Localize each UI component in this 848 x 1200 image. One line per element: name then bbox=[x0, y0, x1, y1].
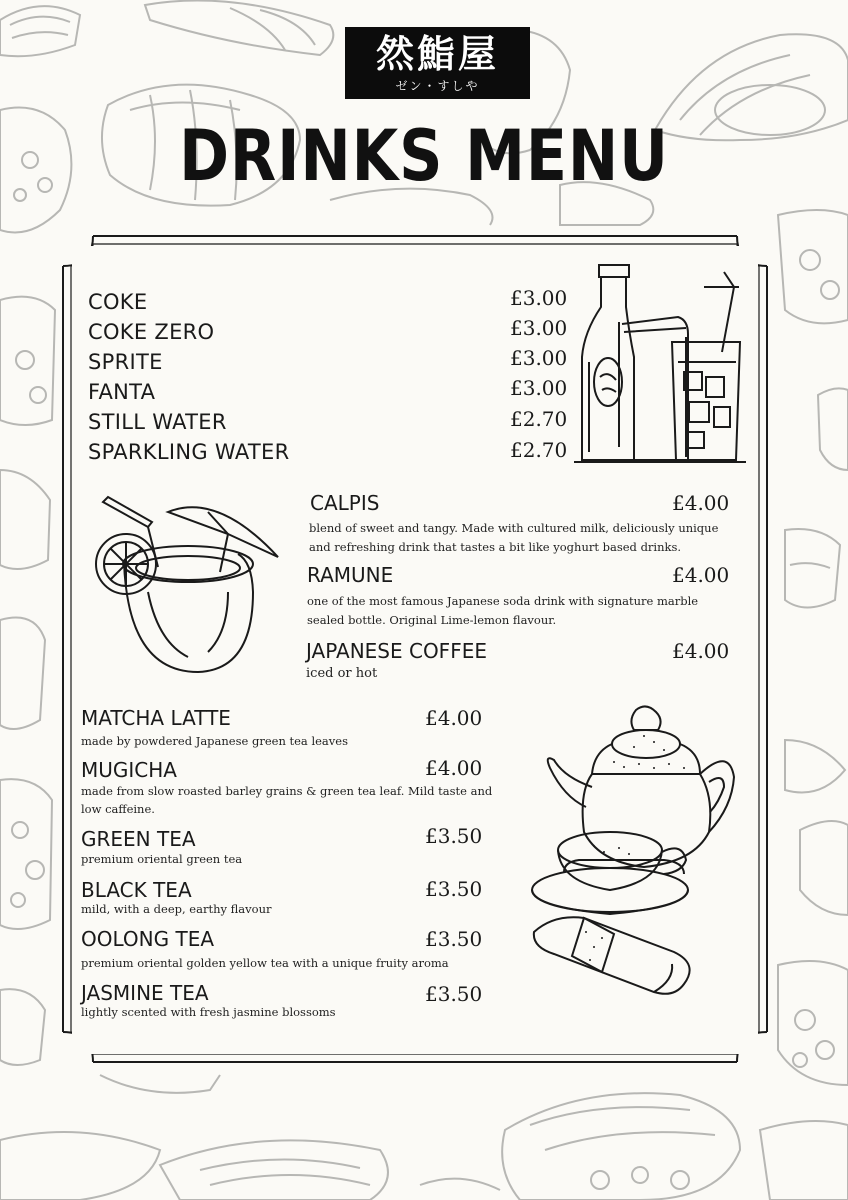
menu-item-description: blend of sweet and tangy. Made with cultured milk, deliciously unique bbox=[309, 521, 719, 535]
menu-item-price: £4.00 bbox=[425, 756, 483, 780]
menu-item-description: made from slow roasted barley grains & green tea leaf. Mild taste and bbox=[81, 784, 493, 798]
menu-item-price: £3.50 bbox=[425, 824, 483, 848]
menu-item-price: £3.50 bbox=[425, 877, 483, 901]
menu-item-name: SPARKLING WATER bbox=[88, 440, 290, 464]
menu-item-description: mild, with a deep, earthy flavour bbox=[81, 902, 272, 916]
menu-item-description: premium oriental green tea bbox=[81, 852, 243, 866]
menu-item-price: £3.00 bbox=[510, 316, 568, 340]
menu-item-name: COKE bbox=[88, 290, 148, 314]
menu-item-name: BLACK TEA bbox=[81, 878, 192, 902]
menu-item-description: premium oriental golden yellow tea with a unique fruity aroma bbox=[81, 956, 449, 970]
menu-item-name: FANTA bbox=[88, 380, 156, 404]
menu-item-name: GREEN TEA bbox=[81, 827, 196, 851]
coconut-drink-icon bbox=[88, 492, 288, 677]
menu-item-price: £3.50 bbox=[425, 927, 483, 951]
logo-name: 然鮨屋 bbox=[375, 31, 499, 76]
menu-item-price: £3.00 bbox=[510, 286, 568, 310]
menu-item-name: OOLONG TEA bbox=[81, 927, 215, 951]
menu-item-description: made by powdered Japanese green tea leaves bbox=[81, 734, 348, 748]
menu-item-name: COKE ZERO bbox=[88, 320, 215, 344]
menu-item-name: MUGICHA bbox=[81, 758, 177, 782]
page-title: DRINKS MENU bbox=[179, 115, 669, 197]
menu-item-price: £4.00 bbox=[672, 491, 730, 515]
menu-item-name: SPRITE bbox=[88, 350, 163, 374]
menu-item-price: £3.00 bbox=[510, 376, 568, 400]
menu-item-description: sealed bottle. Original Lime-lemon flavour. bbox=[307, 613, 557, 627]
teapot-teacup-icon bbox=[524, 702, 736, 1002]
menu-item-name: STILL WATER bbox=[88, 410, 227, 434]
menu-item-name: CALPIS bbox=[310, 491, 380, 515]
menu-item-description: one of the most famous Japanese soda drink with signature marble bbox=[307, 594, 699, 608]
logo-reading: ゼン・すしや bbox=[395, 79, 480, 93]
restaurant-logo bbox=[345, 27, 530, 99]
menu-item-name: JASMINE TEA bbox=[81, 981, 209, 1005]
soda-bottle-can-glass-icon bbox=[574, 262, 746, 470]
menu-item-price: £4.00 bbox=[425, 706, 483, 730]
menu-item-price: £4.00 bbox=[672, 639, 730, 663]
menu-item-price: £4.00 bbox=[672, 563, 730, 587]
menu-item-price: £3.00 bbox=[510, 346, 568, 370]
menu-item-price: £2.70 bbox=[510, 407, 568, 431]
menu-item-price: £3.50 bbox=[425, 982, 483, 1006]
menu-item-price: £2.70 bbox=[510, 438, 568, 462]
menu-item-description: low caffeine. bbox=[81, 802, 155, 816]
menu-item-name: JAPANESE COFFEE bbox=[306, 639, 487, 663]
menu-item-name: RAMUNE bbox=[307, 563, 394, 587]
menu-item-description: lightly scented with fresh jasmine blossoms bbox=[81, 1005, 336, 1019]
menu-item-description: iced or hot bbox=[306, 666, 378, 681]
menu-item-description: and refreshing drink that tastes a bit like yoghurt based drinks. bbox=[309, 540, 682, 554]
menu-item-name: MATCHA LATTE bbox=[81, 706, 231, 730]
